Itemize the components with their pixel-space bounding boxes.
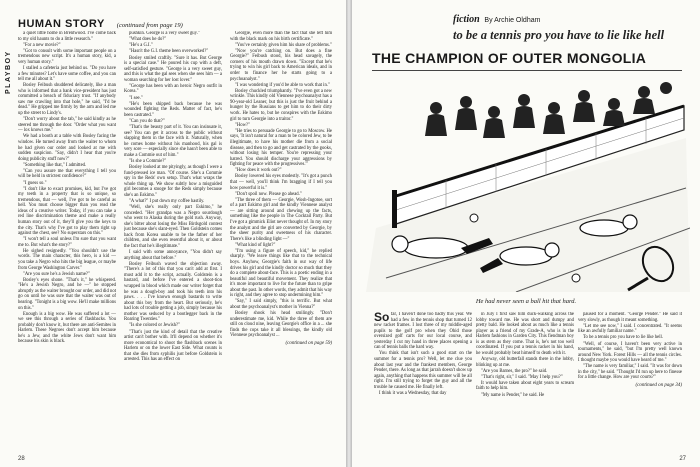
body-paragraph: So far, I haven't done too badly this year. We had a few in the tennis shop that turned 12 new racket frames. I lost three of my middle-aged pupils to the golf pro when they Ohid those oversized golf carts for our local course, and yesterday I cut my hand in three places opening a can of tennis balls the hard way. bbox=[374, 312, 472, 351]
right-magazine-page bbox=[352, 0, 700, 467]
right-column-3-text bbox=[578, 312, 682, 381]
body-paragraph: You think that isn't such a good start on the summer for a tennis pro? Well, let me clue you about last year and the frankest members, George Pender, there. As long as that jarrah doesn't show up again, anything that happens this summer will be all right. I'm still trying to forget the guy and all the trouble he caused me. He finally left. bbox=[374, 351, 472, 390]
body-paragraph: It would have taken about eight years to scream faith to help him. bbox=[476, 380, 574, 392]
body-paragraph: Bosley's eyes shone. "That's it," he whispered. "He's a Jewish Negro, and he —" he stopped abruptly as the waiter brought our order, and did not go on until he was sure that the waiter was out of hearing. "Tonight is a big wow. He'll make millions on this." bbox=[18, 277, 116, 311]
body-paragraph: "Are you Barnes, the pro?" he said. bbox=[481, 368, 548, 374]
body-paragraph: "You've certainly given him his share of problems." bbox=[235, 42, 332, 48]
body-paragraph: "I don't like to exact promises, kid, but I've got my teeth in a property that is so unique, so tremendous, that — well, I've got to be careful as hell. You must choose bigger than you read the ideas of a creative writer. Today, if you can take a red line discrimination theme and make a really human story out of it, they'll give you the keys to the city. That's why I've got to play them right up against the chest, see? No superstars on this." bbox=[18, 186, 116, 237]
body-paragraph: Bosley chuckled triumphantly. "I've even got a new wrinkle. This kindly old Viennese psychoanalyst has a 90-year-old Leaner, but this is just the fruit behind a hunger by the Russians to get him to do their dirty work. He hates to, but he conspires with the Eskimo girl to turn Georgie into a traitor." bbox=[230, 88, 332, 122]
illustration-caption: He had never seen a ball hit that hard. bbox=[475, 298, 577, 305]
left-column-1 bbox=[18, 31, 116, 446]
left-column-3-text bbox=[230, 31, 332, 339]
body-paragraph: "Can you assure me that everything I tell you will be held in strictest confidence?" bbox=[18, 168, 116, 180]
body-paragraph: "The name is very familiar," I said. "It was for down in the city," he said. "Thought I'd run up here to finesse for a little change. How are your courts?" bbox=[578, 364, 682, 381]
body-paragraph: paused for a moment. "George Pender." He said it very slowly, as though it meant something. bbox=[578, 312, 682, 323]
body-paragraph: "Can you do that?" bbox=[129, 118, 165, 124]
story-header bbox=[18, 14, 340, 28]
body-paragraph: "Say," I said simply, "this is terrific. But what about the psychoanalyst's mother in Vienna?" bbox=[230, 299, 332, 310]
body-paragraph: Bosley lowered his eyes modestly. "It's got a punch that — well, you'll think I'm bragging if I tell you how powerful it is." bbox=[230, 174, 332, 191]
story-title: HUMAN STORY bbox=[18, 18, 105, 30]
body-paragraph: To be a tennis pro you have to lie like hell. bbox=[583, 335, 663, 341]
body-paragraph: "That's just the kind of detail that the creative artist can't bother with. It'll depend on whether it's more economical to shoot the flashback scenes in Harlem or on the lower East Side. What counts is that she dies from syphilis just before Goldstein is arrested. This has an effect on bbox=[124, 329, 222, 363]
body-paragraph: "Hasn't the G.I. theme been overworked?" bbox=[129, 49, 209, 55]
left-magazine-page bbox=[0, 0, 346, 467]
left-column-2 bbox=[124, 31, 222, 446]
continued-from-note: (continued from page 19) bbox=[116, 22, 183, 29]
story-tagline: to be a tennis pro you have to lie like hell bbox=[453, 28, 665, 42]
body-paragraph: in July I first saw him duck-walking across the lobby toward me. He was short and dumpy and pretty bald. He looked about as much like a tennis player as a friend of my Grade-A, who is in the Harlem fashions in Garden City. This fiendman boy is as stern as they come. That is, he's not too well coordinated. If you put a tennis racket in his hand, he would probably beat himself to death with it. bbox=[476, 312, 574, 356]
body-paragraph: a quiet little home in Brentwood. I've come back to my old haunts to do a little research." bbox=[18, 31, 116, 42]
body-paragraph: I stalled a cafeteria just behind us. "Do you have a few minutes? Let's have some coffee, and you can tell me all about it." bbox=[18, 66, 116, 83]
body-paragraph: "I guess so." bbox=[23, 180, 47, 186]
body-paragraph: "He's a G.I." bbox=[129, 43, 153, 49]
body-paragraph: "He's been shipped back because he was wounded fighting the Reds. Matter of fact, he's been castrated." bbox=[124, 101, 222, 118]
body-paragraph: We had a booth at a table with Bosley facing the window. He turned away from the waiter to whom he had given our order and looked at me with sudden suspicion. "Say, didn't I hear that you're doing publicity stuff now?" bbox=[18, 134, 116, 162]
body-paragraph: "I won't tell a soul unless I'm sure that you want me to. But what's the story?" bbox=[18, 237, 116, 248]
section-label: fiction bbox=[453, 14, 480, 25]
drop-cap: So bbox=[374, 312, 390, 324]
body-paragraph: "A what?" I put down my coffee hastily. bbox=[129, 198, 205, 204]
body-paragraph: "That's right, sir," I said. "May I help you?" bbox=[481, 374, 563, 380]
body-paragraph: "Is she colored or Jewish?" bbox=[129, 323, 180, 329]
body-paragraph: Bosley smiled craftily. "Sure it has. But George is a special case." He poured his cup with a deft, self-satisfied gesture. "George is a very sweet guy, and this is what the gal sees when she sees him — a woman searching for her lost lover." bbox=[124, 55, 222, 83]
page-number-right: 27 bbox=[679, 456, 686, 462]
body-paragraph: "George has been with an heroic Negro outfit in Korea." bbox=[124, 83, 222, 95]
body-paragraph: Bosley Feibush waved the objection away. "There's a lot of this that you can't add at first. I must add it to the script, actually. Goldstein is a bastard, and before I've entered a shoot-tion wrapped in blood which made our writer forget that he was a dough-boy and took his teeth into his paws. . . . I've known enough bastards to write about this boy from the heart. But seriously, he's had lots of trouble getting a job, simply because his mother was seduced by a bootlegger back in the Roaring Twenties." bbox=[124, 261, 222, 323]
body-paragraph: "For a new movie?" bbox=[23, 42, 61, 48]
story-main-title: THE CHAMPION OF OUTER MONGOLIA bbox=[372, 50, 647, 66]
body-paragraph: "He tries to persuade Georgie to go to Moscow. He says, 'It isn't natural for a man to be colored Jew, to be illegitimate, to have his mother die from a social disease, and then to go and get castrated by the gooks, without losing his temper. You're repressing your hatred. You should discharge your aggressions by fighting for peace with the progressives.'" bbox=[230, 128, 332, 168]
body-paragraph: "What kind of light?" bbox=[235, 242, 276, 248]
right-column-2 bbox=[476, 312, 574, 452]
body-paragraph: He sighed resignedly. "You shouldn't use the words. The main character, this hero, is a kid — you take a Negro who hits the big league, or maybe from George Washington Carver." bbox=[18, 248, 116, 271]
author-byline: By Archie Oldham bbox=[484, 17, 541, 24]
body-paragraph: "Don't spoil now. Please go ahead." bbox=[235, 191, 302, 197]
body-paragraph: "Got to consult with some important people on a tremendous new script. It's a human story, kid, a very human story." bbox=[18, 48, 116, 65]
page-number-left: 28 bbox=[18, 456, 25, 462]
body-paragraph: "I was wondering if you'd be able to work that in." bbox=[235, 82, 330, 88]
magazine-side-tab: PLAYBOY bbox=[5, 50, 12, 94]
body-paragraph: "What does he do?" bbox=[129, 37, 167, 43]
body-paragraph: "Let me see now," I said. I concentrated. "It seems like an awfully familiar name." bbox=[578, 323, 682, 335]
title-rule bbox=[372, 70, 682, 71]
body-paragraph: "Well, of course, I haven't been very active in tournaments," he said, "but I'm pretty well known around New York. Forest Hills — all the tennis circles. I thought maybe you would have heard of me." bbox=[578, 341, 682, 364]
body-paragraph: I said with some annoyance, "You didn't say anything about that before." bbox=[124, 250, 222, 261]
body-paragraph: "Something like that," I admitted. bbox=[23, 162, 87, 168]
body-paragraph: Enough is a big wow. He was suffered a lot — we see this through a series of flashbacks. You probably don't know it, but there are anti-Semites in Harlem. These Negroes don't accept him because he's a Jew, and the white Jews don't want him because his skin is black. bbox=[18, 311, 116, 345]
body-paragraph: "Is she a Commie?" bbox=[129, 158, 167, 164]
body-paragraph: "That's the beauty part of it. You can insinuate it, see? You can get it across to the public without slapping them in the face with it. Naturally, when he comes home without his manhood, his gal is very sore — especially since she hasn't been able to make a Commie out of him." bbox=[124, 125, 222, 158]
continued-on-note: (continued on page 59) bbox=[285, 340, 332, 346]
body-paragraph: Bosley Feibush shuddered delicately, like a man who is informed that a bank vice-president has just committed a breach of fiduciary trust. "If anybody saw me crawling into that hole," he said, "I'd be dead." He gripped me firmly by the arm and led me up the street to Lindy's. bbox=[18, 83, 116, 117]
body-paragraph: Bosley shook his head smilingly. "Don't underestimate me, kid. While the three of them are still on cloud nine, leaving Georgie's office in a ... she finds the cops take it all blessings, the kindly old Viennese psychoanalyst ... bbox=[230, 311, 332, 339]
body-paragraph: "My name is Pender," he said. He bbox=[481, 392, 545, 398]
body-paragraph: "Are you sure he's a Jewish name?" bbox=[23, 271, 90, 277]
left-column-3 bbox=[230, 31, 332, 446]
body-paragraph: "How?" bbox=[235, 122, 251, 128]
body-paragraph: "I'm using a figure of speech, kid," he replied sharply. "We leave things like that to the technical boys. Anyhow, Georgie's faith in our way of life drives his girl and the kindly doctor so much that they do a complete about-face. This is a poetic ending in a beautiful and beautiful movement. They realize that it's more important to live for the future than to gripe about the past. In other words, they admit that his way is right, and they agree to stop undermining him." bbox=[230, 248, 332, 299]
tennis-court-illustration bbox=[366, 78, 690, 292]
body-paragraph: "The three of them — Georgie, Wosh-Ingotoe, sort of a part Eskimo girl and the kindly Viennese analyst — are sitting around and chewing up the facts, something like the people in The Cocktail Party. But I've got a gimmick Eliot never thought of. In my story the analyst and the girl are converted by Georgie, by the sheer purity and sweetness of his character. There's like a blinding light —" bbox=[230, 197, 332, 242]
right-column-1 bbox=[374, 312, 472, 452]
body-paragraph: Bosley looked at me pityingly, as though I were a fund-pressed ice man. "Of course. She's a Commie spy in the Reds' own setup. That's what wraps the whole thing up. We show subtly how a misguided girl becomes a stooge for the Reds simply because she's an Eskimo." bbox=[124, 165, 222, 198]
body-paragraph: Anyway, old butterfall stands there in the lobby, blinking up at me. bbox=[476, 356, 574, 368]
body-paragraph: "Well, she's really only part Eskimo," he conceded. "Her grandpa was a Negro sourdough who went to Alaska during the gold rush. Anyway, she's bitter about losing the Miss Birdsgold contest just because she's slant-eyed. Then Goldstein comes back from Korea unable to be the father of her children, and she even resentful about it, or about the fact that he's illegitimate." bbox=[124, 205, 222, 249]
body-paragraph: Georgie, even more than the fact that she left him with the black mark on his birth certificate." bbox=[230, 31, 332, 42]
section-line bbox=[453, 14, 540, 25]
continued-on-note: (continued on page 34) bbox=[635, 382, 682, 388]
body-paragraph: I think it was a Wednesday, that day bbox=[379, 390, 447, 396]
body-paragraph: "I see." bbox=[129, 95, 143, 101]
right-column-3 bbox=[578, 312, 682, 452]
body-paragraph: "How does it work out?" bbox=[235, 168, 282, 174]
body-paragraph: pushkin. George is a very sweet guy." bbox=[129, 31, 200, 36]
body-paragraph: "Now you're catching on. But does a fine Georgie?" Feibush stood, his head savagely, the corners of his mouth drawn down. "Except that he's trying to win his girl back to American ideals, and in order to finance her he starts going to a psychoanalyst." bbox=[230, 48, 332, 82]
body-paragraph: "Don't worry about the tab," he said kindly as he steered me through the door. "Order what you want — lox knows me." bbox=[18, 117, 116, 134]
